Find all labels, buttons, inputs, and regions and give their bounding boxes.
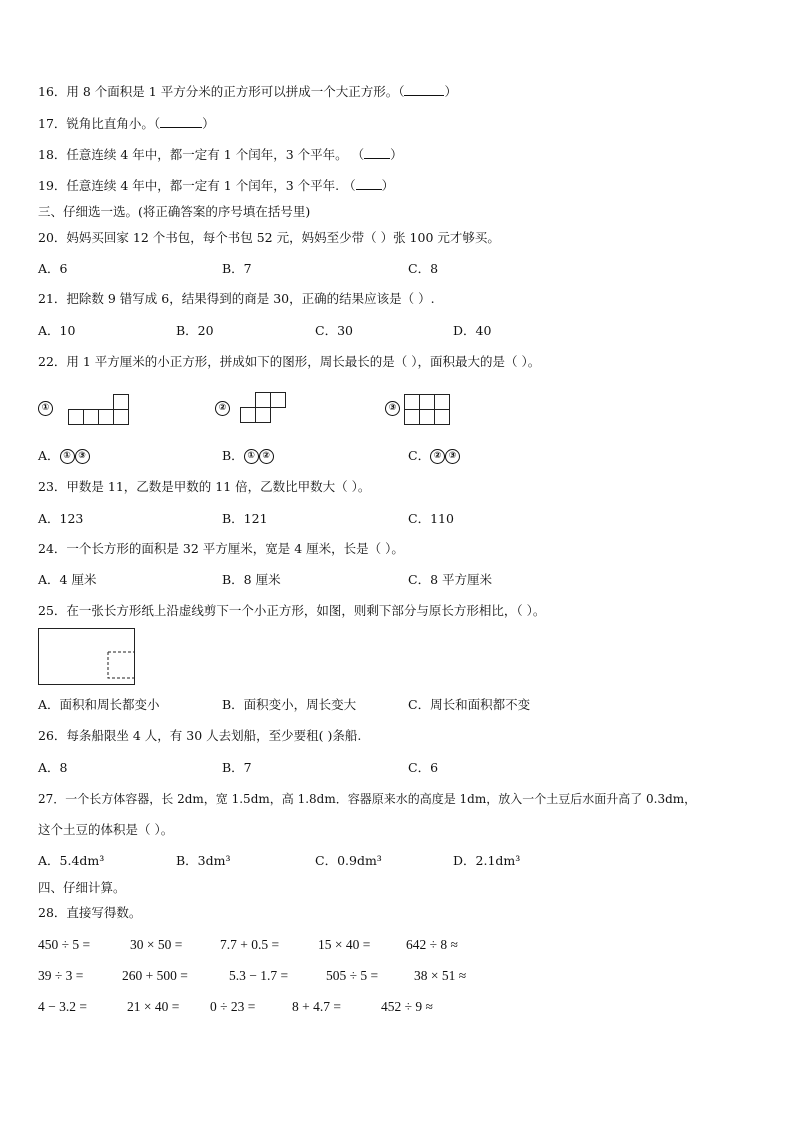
answer-blank[interactable] (404, 83, 444, 96)
calc-item: 4 − 3.2 = (38, 999, 87, 1014)
calc-item: 15 × 40 = (318, 937, 371, 952)
calc-item: 642 ÷ 8 ≈ (406, 937, 458, 952)
calc-item: 7.7 + 0.5 = (220, 937, 280, 952)
option-b[interactable]: B． ① ② (222, 448, 274, 464)
section-3-heading: 三、仔细选一选。(将正确答案的序号填在括号里) (38, 204, 311, 219)
figure-2-squares (240, 391, 290, 425)
figure-1-label: ① (38, 400, 53, 416)
figure-1-squares (68, 393, 134, 427)
question-25: 25．在一张长方形纸上沿虚线剪下一个小正方形，如图，则剩下部分与原长方形相比，（ ）。 (38, 603, 546, 618)
option-a[interactable]: A．5.4dm³ (38, 853, 105, 868)
calc-item: 260 + 500 = (122, 968, 188, 983)
option-a[interactable]: A． ① ③ (38, 448, 90, 464)
option-a[interactable]: A．6 (38, 261, 68, 276)
option-b[interactable]: B．8 厘米 (222, 572, 281, 587)
calc-item: 8 + 4.7 = (292, 999, 341, 1014)
option-b[interactable]: B．3dm³ (176, 853, 231, 868)
option-d[interactable]: D．40 (453, 323, 492, 338)
option-c[interactable]: C．6 (408, 760, 439, 775)
option-c[interactable]: C．8 平方厘米 (408, 572, 492, 587)
answer-blank[interactable] (160, 115, 202, 128)
question-27: 27．一个长方体容器，长 2dm，宽 1.5dm，高 1.8dm．容器原来水的高度是 1dm，放入一个土豆后水面升高了 0.3dm， (38, 792, 697, 806)
calc-item: 0 ÷ 23 = (210, 999, 256, 1014)
figure-3-squares (404, 393, 454, 427)
calc-item: 450 ÷ 5 = (38, 937, 91, 952)
option-a[interactable]: A．面积和周长都变小 (38, 697, 160, 712)
question-26: 26．每条船限坐 4 人，有 30 人去划船，至少要租( )条船. (38, 728, 362, 743)
figure-3-label: ③ (385, 400, 400, 416)
question-28: 28．直接写得数。 (38, 905, 142, 920)
option-c[interactable]: C． ② ③ (408, 448, 460, 464)
option-b[interactable]: B．7 (222, 261, 252, 276)
question-19: 19．任意连续 4 年中，都一定有 1 个闰年，3 个平年. （ ） (38, 178, 395, 193)
rectangle-paper-figure (38, 628, 136, 686)
option-c[interactable]: C．8 (408, 261, 439, 276)
calc-item: 38 × 51 ≈ (414, 968, 467, 983)
question-20: 20．妈妈买回家 12 个书包，每个书包 52 元，妈妈至少带（ ）张 100 元才够买。 (38, 230, 500, 245)
calc-item: 39 ÷ 3 = (38, 968, 84, 983)
calc-item: 30 × 50 = (130, 937, 183, 952)
figure-2-label: ② (215, 400, 230, 416)
calc-item: 452 ÷ 9 ≈ (381, 999, 433, 1014)
question-22: 22．用 1 平方厘米的小正方形，拼成如下的图形，周长最长的是（ ），面积最大的是（ ）。 (38, 354, 541, 369)
option-b[interactable]: B．面积变小，周长变大 (222, 697, 357, 712)
option-a[interactable]: A．10 (38, 323, 76, 338)
answer-blank[interactable] (356, 177, 382, 190)
calc-item: 5.3 − 1.7 = (229, 968, 289, 983)
option-a[interactable]: A．8 (38, 760, 68, 775)
question-21: 21．把除数 9 错写成 6，结果得到的商是 30，正确的结果应该是（ ）. (38, 291, 435, 306)
option-c[interactable]: C．110 (408, 511, 454, 526)
question-24: 24．一个长方形的面积是 32 平方厘米，宽是 4 厘米，长是（ ）。 (38, 541, 404, 556)
question-17: 17．锐角比直角小。（ ） (38, 116, 215, 131)
calc-item: 505 ÷ 5 = (326, 968, 379, 983)
option-c[interactable]: C．周长和面积都不变 (408, 697, 531, 712)
question-16: 16．用 8 个面积是 1 平方分米的正方形可以拼成一个大正方形。（ ） (38, 84, 457, 99)
option-b[interactable]: B．121 (222, 511, 268, 526)
option-d[interactable]: D．2.1dm³ (453, 853, 521, 868)
question-27-line-2: 这个土豆的体积是（ ）。 (38, 822, 174, 837)
option-c[interactable]: C．30 (315, 323, 353, 338)
option-a[interactable]: A．4 厘米 (38, 572, 97, 587)
option-c[interactable]: C．0.9dm³ (315, 853, 382, 868)
option-b[interactable]: B．7 (222, 760, 252, 775)
question-18: 18．任意连续 4 年中，都一定有 1 个闰年，3 个平年。 （ ） (38, 147, 403, 162)
calc-item: 21 × 40 = (127, 999, 180, 1014)
option-b[interactable]: B．20 (176, 323, 214, 338)
section-4-heading: 四、仔细计算。 (38, 880, 126, 895)
question-23: 23．甲数是 11，乙数是甲数的 11 倍，乙数比甲数大（ ）。 (38, 479, 371, 494)
answer-blank[interactable] (364, 146, 390, 159)
option-a[interactable]: A．123 (38, 511, 84, 526)
